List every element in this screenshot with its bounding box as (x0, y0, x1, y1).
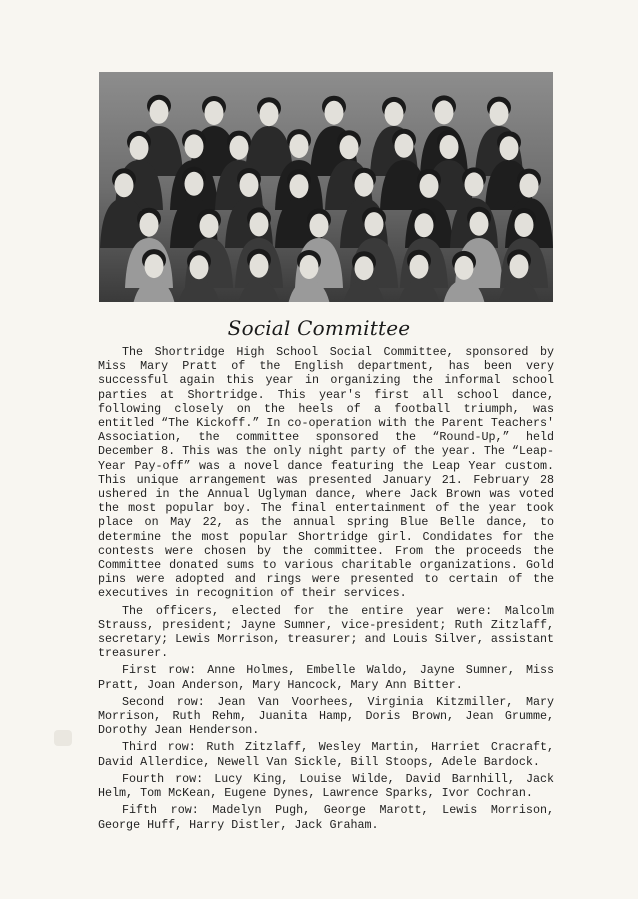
photo-figure-face (385, 102, 404, 126)
photo-figure-face (250, 254, 269, 278)
photo-figure-face (420, 174, 439, 198)
intro-paragraph: The Shortridge High School Social Committee, sponsored by Miss Mary Pratt of the English department, has been very successful again this year in organizing the informal school parties at Shortridge. This year's first all school dance, following closely on the heels of a football triumph, was entitled “The Kickoff.” In co-operation with the Parent Teachers' Association, the committee sponsored the “Round-Up,” held December 8. This was the only night party of the year. The “Leap-Year Pay-off” was a novel dance featuring the Leap Year custom. This unique arrangement was presented January 21. February 28 ushered in the Annual Uglyman dance, where Jack Brown was voted the most popular boy. The final entertainment of the year took place on May 22, as the annual spring Blue Belle dance, to determine the most popular Shortridge girl. Condidates for the contests were chosen by the committee. From the proceeds the Committee donated sums to various charitable organizations. Gold pins were adopted and rings were presented to certain of the executives in recognition of their services. (98, 345, 554, 601)
fourth-row-caption: Fourth row: Lucy King, Louise Wilde, David Barnhill, Jack Helm, Tom McKean, Eugene Dynes, Lawrence Sparks, Ivor Cochran. (98, 771, 554, 801)
photo-figure-face (440, 135, 459, 159)
photo-figure-face (395, 134, 414, 158)
photo-figure-face (520, 174, 539, 198)
second-row-caption: Second row: Jean Van Voorhees, Virginia Kitzmiller, Mary Morrison, Ruth Rehm, Juanita Hamp, Doris Brown, Jean Grumme, Dorothy Jean Henderson. (98, 694, 554, 738)
officers-paragraph: The officers, elected for the entire year were: Malcolm Strauss, president; Jayne Sumner, vice-president; Ruth Zitzlaff, secretary; Lewis Morrison, treasurer; and Louis Silver, assistant treasurer. (98, 603, 554, 661)
photo-figure-face (455, 256, 474, 280)
photo-figure-face (340, 135, 359, 159)
photo-figure-face (185, 134, 204, 158)
photo-figure-face (185, 172, 204, 196)
photo-figure-face (470, 212, 489, 236)
photo-figure-face (290, 134, 309, 158)
photo-figure-face (150, 100, 169, 124)
photo-figure-face (310, 214, 329, 238)
photo-figure-face (250, 212, 269, 236)
photo-figure-face (355, 256, 374, 280)
photo-figure-face (300, 255, 319, 279)
photo-figure-face (230, 136, 249, 160)
article-body (98, 345, 554, 832)
photo-figure-face (355, 173, 374, 197)
first-row-caption: First row: Anne Holmes, Embelle Waldo, Jayne Sumner, Miss Pratt, Joan Anderson, Mary Hancock, Mary Ann Bitter. (98, 663, 554, 692)
photo-figure-face (130, 136, 149, 160)
section-heading: Social Committee (227, 316, 411, 340)
photo-figure-face (290, 174, 309, 198)
photo-figure-face (510, 254, 529, 278)
photo-figure-face (515, 213, 534, 237)
photo-figure-face (260, 102, 279, 126)
photo-figure-face (240, 173, 259, 197)
paper-smudge (54, 730, 72, 746)
photo-figure-face (200, 214, 219, 238)
photo-figure-face (115, 173, 134, 197)
photo-figure-face (465, 172, 484, 196)
photo-figure-face (365, 212, 384, 236)
fifth-row-caption: Fifth row: Madelyn Pugh, George Marott, Lewis Morrison, George Huff, Harry Distler, Jack Graham. (98, 803, 554, 832)
photo-figure-face (490, 102, 509, 126)
third-row-caption: Third row: Ruth Zitzlaff, Wesley Martin, Harriet Cracraft, David Allerdice, Newell Van Sickle, Bill Stoops, Adele Bardock. (98, 740, 554, 769)
photo-figure-face (410, 255, 429, 279)
group-photo (99, 72, 553, 302)
photo-figure-face (435, 100, 454, 124)
photo-figure-face (205, 101, 224, 125)
photo-figure-face (140, 213, 159, 237)
photo-figure-face (190, 255, 209, 279)
group-photo-image (99, 72, 553, 302)
photo-figure-face (145, 254, 164, 278)
photo-figure-face (415, 213, 434, 237)
photo-figure-face (500, 136, 519, 160)
photo-figure-face (325, 101, 344, 125)
